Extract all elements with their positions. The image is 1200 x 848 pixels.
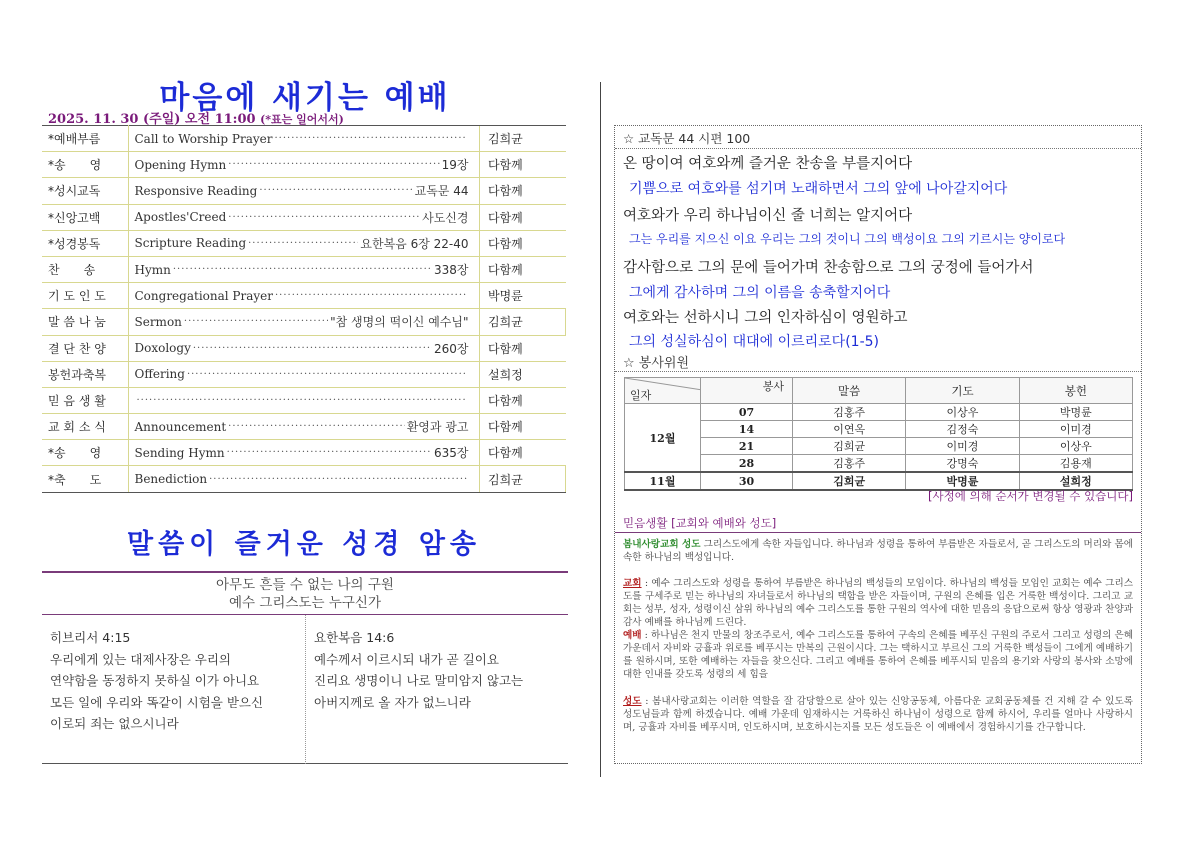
divider — [615, 148, 1141, 149]
order-leader-name: 다함께 — [480, 440, 566, 466]
order-label: Announcement — [134, 419, 227, 434]
order-part: 찬 송 — [42, 256, 128, 282]
page-title: 마음에 새기는 예배 — [159, 80, 451, 116]
verse-line: 이로되 죄는 없으시니라 — [50, 716, 179, 731]
order-leader-name: 김희균 — [480, 309, 566, 335]
order-item — [128, 414, 480, 440]
order-leader — [135, 367, 469, 381]
order-part: 믿 음 생 활 — [42, 387, 128, 413]
order-item — [128, 178, 480, 204]
corner-label-service: 봉사 — [762, 380, 784, 393]
faith-saint-key: 성도 — [623, 696, 642, 707]
order-leader-name: 김희균 — [480, 466, 566, 492]
divider — [615, 371, 1141, 372]
order-row — [42, 387, 566, 413]
psalm-line: 여호와는 선하시니 그의 인자하심이 영원하고 — [623, 310, 908, 326]
service-cell: 이상우 — [1019, 438, 1132, 455]
order-item — [128, 126, 480, 152]
order-row — [42, 178, 566, 204]
order-part: *성시교독 — [42, 178, 128, 204]
order-item — [128, 152, 480, 178]
verse-line: 우리에게 있는 대제사장은 우리의 — [50, 651, 231, 667]
order-leader-name: 다함께 — [480, 230, 566, 256]
order-row — [42, 309, 566, 335]
faith-intro-text: 그리스도에게 속한 자들입니다. 하나님과 성령을 통하여 부름받은 자들로서, 곧 그리스도의 머리와 몸에 속한 하나님의 백성입니다. — [623, 539, 1133, 563]
verse-ref: 요한복음 14:6 — [314, 630, 395, 645]
verse-line: 모든 일에 우리와 똑같이 시험을 받으신 — [50, 694, 264, 710]
faith-church-key: 교회 — [623, 578, 642, 589]
order-row — [42, 361, 566, 387]
order-value: "참 생명의 떡이신 예수님" — [330, 315, 469, 330]
leader-dots — [227, 447, 432, 458]
order-label: Sending Hymn — [134, 445, 225, 460]
order-leader — [135, 209, 469, 226]
order-leader-name: 다함께 — [480, 335, 566, 361]
order-of-worship — [42, 125, 566, 493]
order-leader-name: 다함께 — [480, 178, 566, 204]
order-leader — [135, 340, 469, 357]
order-value: 635장 — [434, 446, 469, 461]
service-cell: 강명숙 — [906, 455, 1019, 473]
order-part: *예배부름 — [42, 126, 128, 152]
order-item — [128, 256, 480, 282]
leader-dots — [187, 369, 467, 380]
page-divider — [600, 82, 601, 777]
recite-heading-line-2: 예수 그리스도는 누구신가 — [228, 595, 382, 611]
corner-cell-2 — [701, 378, 793, 404]
order-value: 260장 — [434, 341, 469, 356]
faith-intro — [623, 538, 1133, 564]
leader-dots — [274, 133, 466, 144]
order-part: 말 씀 나 눔 — [42, 309, 128, 335]
leader-dots — [248, 238, 358, 249]
order-label: Congregational Prayer — [134, 288, 273, 303]
order-value: 19장 — [441, 158, 469, 173]
leader-dots — [228, 421, 405, 432]
recite-title: 말씀이 즐거운 성경 암송 — [126, 529, 482, 560]
leader-dots — [193, 343, 432, 354]
psalm-line: 감사함으로 그의 문에 들어가며 찬송함으로 그의 궁정에 들어가서 — [623, 260, 1034, 276]
order-value: 338장 — [434, 263, 469, 278]
order-leader-name: 다함께 — [480, 414, 566, 440]
faith-saint-text: : 봄내사랑교회는 이러한 역할을 잘 감당할으로 살아 있는 신앙공동체, 아름다운 교회공동체를 건 지해 갈 수 있도록 성도님들과 함께 하겠습니다. 예배 가운데 임재하시는 거룩하신 하나님이 성령으로 함께 하시어, 우리를 얼마나 사랑하시며, 긍휼과 자비를 베푸시며, 인도하시며, 보호하시는지를 모든 성도들은 이 예배에서 경험하시기를 간구합니다. — [623, 696, 1133, 733]
leader-dots — [209, 474, 466, 485]
corner-label-date: 일자 — [630, 389, 652, 402]
leader-dots — [228, 159, 439, 170]
service-cell: 김정숙 — [906, 421, 1019, 438]
faith-saint — [623, 695, 1133, 734]
order-leader — [135, 156, 469, 173]
order-value: 환영과 광고 — [406, 420, 469, 435]
order-leader-name: 다함께 — [480, 387, 566, 413]
corner-cell — [625, 378, 701, 404]
faith-worship-text: : 하나님은 천지 만물의 창조주로서, 예수 그리스도를 통하여 구속의 은혜를 베푸신 구원의 주로서 그리고 성령의 은혜 가운데서 자비와 긍휼과 위로를 베푸시는 만복의 근원이시다. 그는 택하시고 부르신 그의 거룩한 백성들이 그에게 예배하기를 원하시며, 또한 예배하는 자들을 찾으신다. 그리고 예배를 통하여 은혜를 베푸시되 믿음의 용기와 사랑의 봉사와 소망에 대한 인내를 갖도록 성령의 세 힘을 — [623, 630, 1133, 680]
leader-dots — [275, 290, 467, 301]
order-label: Responsive Reading — [134, 183, 258, 198]
order-part: *송 영 — [42, 152, 128, 178]
psalm-line: 그의 성실하심이 대대에 이르리로다(1-5) — [629, 334, 879, 350]
order-label: Apostles'Creed — [134, 210, 227, 225]
verse-line: 예수께서 이르시되 내가 곧 길이요 — [314, 651, 499, 667]
order-row — [42, 152, 566, 178]
day-cell: 30 — [701, 472, 793, 490]
order-leader-name: 박명륜 — [480, 283, 566, 309]
verse-line: 연약함을 동정하지 못하실 이가 아니요 — [50, 673, 260, 688]
order-label: Offering — [134, 367, 185, 382]
order-leader — [135, 289, 469, 303]
right-panel — [614, 125, 1142, 764]
verse-ref: 히브리서 4:15 — [50, 630, 131, 645]
order-value: 요한복음 6장 22-40 — [360, 236, 469, 251]
order-part: 기 도 인 도 — [42, 283, 128, 309]
order-row — [42, 440, 566, 466]
order-item — [128, 204, 480, 230]
leader-dots — [259, 185, 412, 196]
col-header: 말씀 — [793, 378, 906, 404]
order-part: 결 단 찬 양 — [42, 335, 128, 361]
order-item — [128, 361, 480, 387]
recite-heading — [42, 573, 568, 615]
order-item — [128, 387, 480, 413]
order-item — [128, 440, 480, 466]
order-row — [42, 414, 566, 440]
order-value: 사도신경 — [422, 210, 469, 225]
order-leader — [135, 395, 469, 406]
service-cell: 김희균 — [793, 472, 906, 490]
faith-life-heading: 믿음생활 [교회와 예배와 성도] — [623, 516, 777, 530]
col-header: 봉헌 — [1019, 378, 1132, 404]
order-row — [42, 335, 566, 361]
order-part: *신앙고백 — [42, 204, 128, 230]
order-label: Benediction — [134, 472, 208, 487]
order-leader-name: 다함께 — [480, 256, 566, 282]
day-cell: 21 — [701, 438, 793, 455]
service-table — [624, 377, 1133, 491]
service-cell: 김홍주 — [793, 404, 906, 421]
order-row — [42, 283, 566, 309]
service-cell: 이상우 — [906, 404, 1019, 421]
faith-worship — [623, 629, 1133, 681]
order-item — [128, 335, 480, 361]
psalm-line: 여호와가 우리 하나님이신 줄 너희는 알지어다 — [623, 208, 913, 224]
leader-dots — [184, 316, 328, 327]
col-header: 기도 — [906, 378, 1019, 404]
day-cell: 28 — [701, 455, 793, 473]
service-cell: 김홍주 — [793, 455, 906, 473]
psalm-line: 기쁨으로 여호와를 섬기며 노래하면서 그의 앞에 나아갈지어다 — [629, 181, 1008, 197]
leader-dots — [228, 212, 420, 223]
month-cell: 11월 — [625, 472, 701, 490]
psalm-line: 온 땅이여 여호와께 즐거운 찬송을 부를지어다 — [623, 156, 913, 172]
service-cell: 이미경 — [906, 438, 1019, 455]
faith-intro-key: 봄내사랑교회 성도 — [623, 539, 701, 550]
order-item — [128, 283, 480, 309]
verse-hebrews — [42, 615, 306, 764]
faith-worship-key: 예배 — [623, 630, 642, 641]
leader-dots — [173, 264, 432, 275]
order-leader — [135, 182, 469, 199]
order-leader — [135, 418, 469, 435]
recite-columns — [42, 615, 568, 764]
verse-john — [306, 615, 568, 764]
service-cell: 이연옥 — [793, 421, 906, 438]
order-leader — [135, 472, 469, 486]
order-part: *축 도 — [42, 466, 128, 492]
psalm-heading: ☆ 교독문 44 시편 100 — [623, 131, 751, 146]
psalm-line: 그에게 감사하며 그의 이름을 송축할지어다 — [629, 285, 891, 301]
order-value: 교독문 44 — [414, 184, 469, 199]
service-cell: 박명륜 — [906, 472, 1019, 490]
order-row — [42, 230, 566, 256]
service-cell: 김희균 — [793, 438, 906, 455]
service-date-text: 2025. 11. 30 (주일) 오전 11:00 — [48, 112, 256, 127]
order-label: Doxology — [134, 341, 191, 356]
order-leader — [135, 261, 469, 278]
standing-note: (*표는 일어서서) — [260, 113, 344, 126]
verse-line: 진리요 생명이니 나로 말미암지 않고는 — [314, 673, 524, 688]
order-row — [42, 204, 566, 230]
order-label: Hymn — [134, 262, 171, 277]
order-leader — [135, 132, 469, 146]
verse-line: 아버지께로 올 자가 없느니라 — [314, 694, 471, 710]
order-leader-name: 다함께 — [480, 152, 566, 178]
order-leader-name: 김희균 — [480, 126, 566, 152]
order-row — [42, 126, 566, 152]
order-part: *성경봉독 — [42, 230, 128, 256]
order-leader-name: 다함께 — [480, 204, 566, 230]
service-cell: 김용재 — [1019, 455, 1132, 473]
order-label: Opening Hymn — [134, 157, 227, 172]
order-part: 교 회 소 식 — [42, 414, 128, 440]
day-cell: 14 — [701, 421, 793, 438]
order-part: 봉헌과축복 — [42, 361, 128, 387]
order-label: Call to Worship Prayer — [134, 131, 273, 146]
service-heading: ☆ 봉사위원 — [623, 356, 690, 371]
order-row — [42, 256, 566, 282]
order-leader-name: 설희정 — [480, 361, 566, 387]
order-label: Sermon — [134, 314, 182, 329]
order-leader — [135, 313, 469, 330]
service-cell: 설희정 — [1019, 472, 1132, 490]
order-item — [128, 466, 480, 492]
faith-church — [623, 577, 1133, 629]
divider — [615, 532, 1141, 533]
service-cell: 박명륜 — [1019, 404, 1132, 421]
change-notice: [사정에 의해 순서가 변경될 수 있습니다] — [928, 489, 1133, 503]
order-item — [128, 309, 480, 335]
day-cell: 07 — [701, 404, 793, 421]
leader-dots — [137, 395, 467, 406]
order-leader — [135, 235, 469, 252]
recite-heading-line-1: 아무도 흔들 수 없는 나의 구원 — [216, 577, 394, 593]
month-cell: 12월 — [625, 404, 701, 473]
order-row — [42, 466, 566, 492]
service-cell: 이미경 — [1019, 421, 1132, 438]
order-item — [128, 230, 480, 256]
psalm-line: 그는 우리를 지으신 이요 우리는 그의 것이니 그의 백성이요 그의 기르시는 양이로다 — [629, 232, 1066, 246]
faith-church-text: : 예수 그리스도와 성령을 통하여 부름받은 하나님의 백성들의 모임이다. 하나님의 백성들 모임인 교회는 예수 그리스도를 구세주로 믿는 하나님의 자녀들로서 하나님의 택함을 받은 자들이며, 구원의 은혜를 입은 거룩한 백성이다. 그리고 교회는 성부, 성자, 성령이신 삼위 하나님의 예수 그리스도를 통한 구원의 역사에 대한 믿음의 응답으로써 항상 영광과 찬양과 감사 예배를 하나님께 드린다. — [623, 578, 1133, 628]
order-label: Scripture Reading — [134, 236, 247, 251]
order-part: *송 영 — [42, 440, 128, 466]
recite-box — [42, 571, 568, 764]
order-leader — [135, 444, 469, 461]
